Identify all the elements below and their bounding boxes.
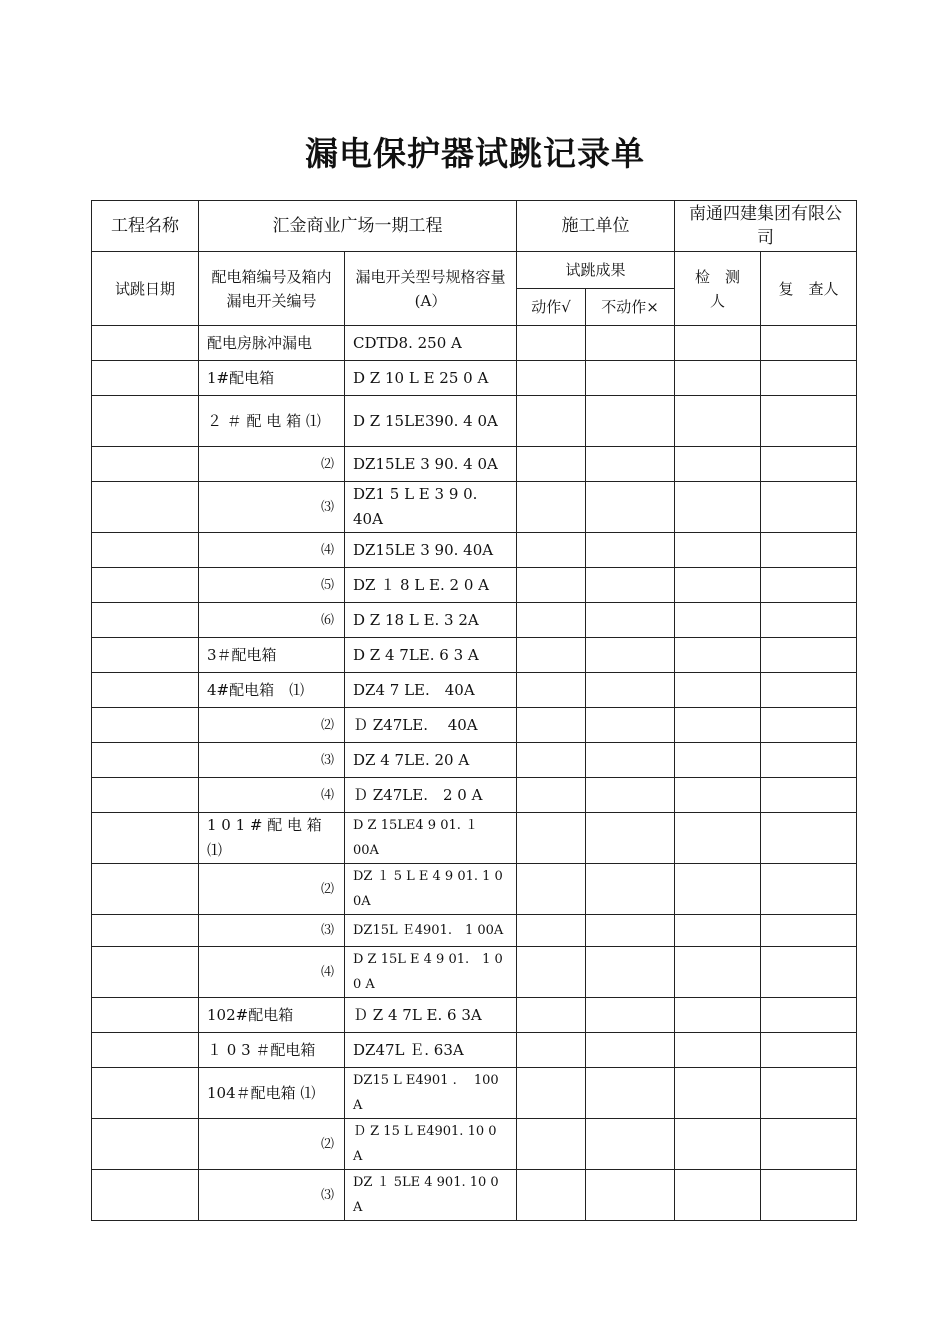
box-cell: ⑷	[199, 533, 345, 568]
action-cell	[517, 361, 586, 396]
table-row	[92, 1119, 857, 1170]
no-action-cell	[586, 1033, 675, 1068]
tester-cell	[675, 743, 761, 778]
box-cell: ⑶	[199, 915, 345, 947]
date-cell	[92, 482, 199, 533]
no-action-cell	[586, 361, 675, 396]
box-cell: ⑵	[199, 447, 345, 482]
box-cell: ⑶	[199, 482, 345, 533]
tester-cell	[675, 1119, 761, 1170]
action-cell	[517, 1119, 586, 1170]
box-cell: ⑶	[199, 743, 345, 778]
table-row	[92, 708, 857, 743]
box-cell: １ 0 3 ＃配电箱	[199, 1033, 345, 1068]
date-cell	[92, 947, 199, 998]
project-label: 工程名称	[92, 201, 199, 252]
action-cell	[517, 1033, 586, 1068]
reviewer-cell	[761, 864, 857, 915]
switch-cell: DZ １ 8 L E. 2 0 A	[345, 568, 517, 603]
tester-cell	[675, 1170, 761, 1221]
tester-cell	[675, 326, 761, 361]
box-cell: ⑵	[199, 708, 345, 743]
reviewer-cell	[761, 915, 857, 947]
reviewer-cell	[761, 947, 857, 998]
switch-cell: DZ15 L E4901 . 100 A	[345, 1068, 517, 1119]
switch-cell: DZ15LE 3 90. 40A	[345, 533, 517, 568]
table-row	[92, 533, 857, 568]
date-cell	[92, 396, 199, 447]
tester-cell	[675, 864, 761, 915]
date-cell	[92, 533, 199, 568]
date-cell	[92, 1119, 199, 1170]
action-cell	[517, 482, 586, 533]
unit-label: 施工单位	[517, 201, 675, 252]
switch-cell: DZ1 5 L E 3 9 0. 40A	[345, 482, 517, 533]
tester-cell	[675, 1068, 761, 1119]
box-cell: 4#配电箱 ⑴	[199, 673, 345, 708]
reviewer-cell	[761, 482, 857, 533]
action-cell	[517, 708, 586, 743]
date-cell	[92, 568, 199, 603]
no-action-cell	[586, 1068, 675, 1119]
tester-cell	[675, 915, 761, 947]
tester-cell	[675, 778, 761, 813]
table-row	[92, 813, 857, 864]
tester-cell	[675, 638, 761, 673]
no-action-cell	[586, 326, 675, 361]
date-cell	[92, 1170, 199, 1221]
reviewer-cell	[761, 361, 857, 396]
table-row	[92, 568, 857, 603]
date-cell	[92, 864, 199, 915]
no-action-cell	[586, 603, 675, 638]
tester-cell	[675, 361, 761, 396]
switch-cell: D Z 4 7LE. 6 3 A	[345, 638, 517, 673]
table-row	[92, 864, 857, 915]
switch-cell: DZ １ 5LE 4 901. 10 0 A	[345, 1170, 517, 1221]
switch-cell: D Z 18 L E. 3 2A	[345, 603, 517, 638]
no-action-cell	[586, 915, 675, 947]
no-action-cell	[586, 673, 675, 708]
col-action: 动作√	[517, 289, 586, 326]
action-cell	[517, 326, 586, 361]
switch-cell: Ｄ Z 15 L E4901. 10 0 A	[345, 1119, 517, 1170]
reviewer-cell	[761, 813, 857, 864]
reviewer-cell	[761, 1068, 857, 1119]
project-name: 汇金商业广场一期工程	[199, 201, 517, 252]
switch-cell: Ｄ Z47LE. 2 0 A	[345, 778, 517, 813]
box-cell: ⑹	[199, 603, 345, 638]
col-date: 试跳日期	[92, 252, 199, 326]
reviewer-cell	[761, 568, 857, 603]
reviewer-cell	[761, 638, 857, 673]
action-cell	[517, 778, 586, 813]
no-action-cell	[586, 743, 675, 778]
date-cell	[92, 361, 199, 396]
table-row	[92, 743, 857, 778]
col-tester: 检 测 人	[675, 252, 761, 326]
no-action-cell	[586, 813, 675, 864]
action-cell	[517, 915, 586, 947]
date-cell	[92, 998, 199, 1033]
switch-cell: CDTD8. 250 A	[345, 326, 517, 361]
switch-cell: DZ15LE 3 90. 4 0A	[345, 447, 517, 482]
date-cell	[92, 813, 199, 864]
date-cell	[92, 326, 199, 361]
box-cell: ⑵	[199, 864, 345, 915]
table-row	[92, 361, 857, 396]
action-cell	[517, 1068, 586, 1119]
switch-cell: D Z 15LE390. 4 0A	[345, 396, 517, 447]
reviewer-cell	[761, 603, 857, 638]
box-cell: 配电房脉冲漏电	[199, 326, 345, 361]
test-record-table	[91, 200, 857, 1221]
no-action-cell	[586, 482, 675, 533]
reviewer-cell	[761, 1033, 857, 1068]
col-switch: 漏电开关型号规格容量(A）	[345, 252, 517, 326]
tester-cell	[675, 396, 761, 447]
box-cell: ⑷	[199, 947, 345, 998]
switch-cell: DZ47L Ｅ. 63A	[345, 1033, 517, 1068]
table-row	[92, 1068, 857, 1119]
box-cell: 1#配电箱	[199, 361, 345, 396]
table-row	[92, 915, 857, 947]
table-row	[92, 673, 857, 708]
col-no-action: 不动作×	[586, 289, 675, 326]
no-action-cell	[586, 568, 675, 603]
no-action-cell	[586, 947, 675, 998]
tester-cell	[675, 568, 761, 603]
switch-cell: DZ 4 7LE. 20 A	[345, 743, 517, 778]
switch-cell: Ｄ Z47LE. 40A	[345, 708, 517, 743]
table-row	[92, 603, 857, 638]
table-row	[92, 998, 857, 1033]
no-action-cell	[586, 638, 675, 673]
action-cell	[517, 396, 586, 447]
date-cell	[92, 638, 199, 673]
box-cell: ２ ＃ 配 电 箱 ⑴	[199, 396, 345, 447]
action-cell	[517, 568, 586, 603]
reviewer-cell	[761, 708, 857, 743]
tester-cell	[675, 447, 761, 482]
no-action-cell	[586, 447, 675, 482]
no-action-cell	[586, 708, 675, 743]
tester-cell	[675, 813, 761, 864]
action-cell	[517, 603, 586, 638]
table-row	[92, 447, 857, 482]
table-row	[92, 1170, 857, 1221]
table-row	[92, 638, 857, 673]
box-cell: ⑸	[199, 568, 345, 603]
box-cell: 1 0 1 # 配 电 箱 ⑴	[199, 813, 345, 864]
switch-cell: D Z 15LE4 9 01. １ 00A	[345, 813, 517, 864]
date-cell	[92, 1068, 199, 1119]
table-row	[92, 326, 857, 361]
action-cell	[517, 743, 586, 778]
switch-cell: DZ １ 5 L E 4 9 01. 1 0 0A	[345, 864, 517, 915]
date-cell	[92, 915, 199, 947]
tester-cell	[675, 603, 761, 638]
reviewer-cell	[761, 326, 857, 361]
tester-cell	[675, 673, 761, 708]
action-cell	[517, 998, 586, 1033]
date-cell	[92, 708, 199, 743]
action-cell	[517, 533, 586, 568]
date-cell	[92, 1033, 199, 1068]
switch-cell: DZ15L Ｅ4901. 1 00A	[345, 915, 517, 947]
no-action-cell	[586, 864, 675, 915]
table-row	[92, 482, 857, 533]
page-title: 漏电保护器试跳记录单	[305, 134, 645, 173]
box-cell: ⑵	[199, 1119, 345, 1170]
reviewer-cell	[761, 998, 857, 1033]
date-cell	[92, 603, 199, 638]
action-cell	[517, 1170, 586, 1221]
no-action-cell	[586, 533, 675, 568]
tester-cell	[675, 482, 761, 533]
table-row	[92, 1033, 857, 1068]
date-cell	[92, 743, 199, 778]
tester-cell	[675, 947, 761, 998]
action-cell	[517, 947, 586, 998]
table-row	[92, 947, 857, 998]
col-box: 配电箱编号及箱内漏电开关编号	[199, 252, 345, 326]
box-cell: 102#配电箱	[199, 998, 345, 1033]
tester-cell	[675, 708, 761, 743]
switch-cell: D Z 15L E 4 9 01. 1 0 0 A	[345, 947, 517, 998]
table-row	[92, 396, 857, 447]
reviewer-cell	[761, 447, 857, 482]
col-reviewer: 复 查人	[761, 252, 857, 326]
no-action-cell	[586, 396, 675, 447]
action-cell	[517, 864, 586, 915]
action-cell	[517, 447, 586, 482]
action-cell	[517, 673, 586, 708]
reviewer-cell	[761, 396, 857, 447]
no-action-cell	[586, 778, 675, 813]
box-cell: ⑷	[199, 778, 345, 813]
box-cell: 104＃配电箱 ⑴	[199, 1068, 345, 1119]
date-cell	[92, 778, 199, 813]
tester-cell	[675, 1033, 761, 1068]
unit-name: 南通四建集团有限公司	[675, 201, 857, 252]
switch-cell: Ｄ Z 4 7L E. 6 3A	[345, 998, 517, 1033]
action-cell	[517, 638, 586, 673]
col-result: 试跳成果	[517, 252, 675, 289]
no-action-cell	[586, 1170, 675, 1221]
reviewer-cell	[761, 673, 857, 708]
reviewer-cell	[761, 533, 857, 568]
reviewer-cell	[761, 1170, 857, 1221]
reviewer-cell	[761, 743, 857, 778]
date-cell	[92, 447, 199, 482]
switch-cell: DZ4 7 LE. 40A	[345, 673, 517, 708]
switch-cell: D Z 10 L E 25 0 A	[345, 361, 517, 396]
table-row	[92, 778, 857, 813]
no-action-cell	[586, 1119, 675, 1170]
reviewer-cell	[761, 778, 857, 813]
no-action-cell	[586, 998, 675, 1033]
box-cell: 3＃配电箱	[199, 638, 345, 673]
reviewer-cell	[761, 1119, 857, 1170]
box-cell: ⑶	[199, 1170, 345, 1221]
tester-cell	[675, 533, 761, 568]
action-cell	[517, 813, 586, 864]
tester-cell	[675, 998, 761, 1033]
date-cell	[92, 673, 199, 708]
